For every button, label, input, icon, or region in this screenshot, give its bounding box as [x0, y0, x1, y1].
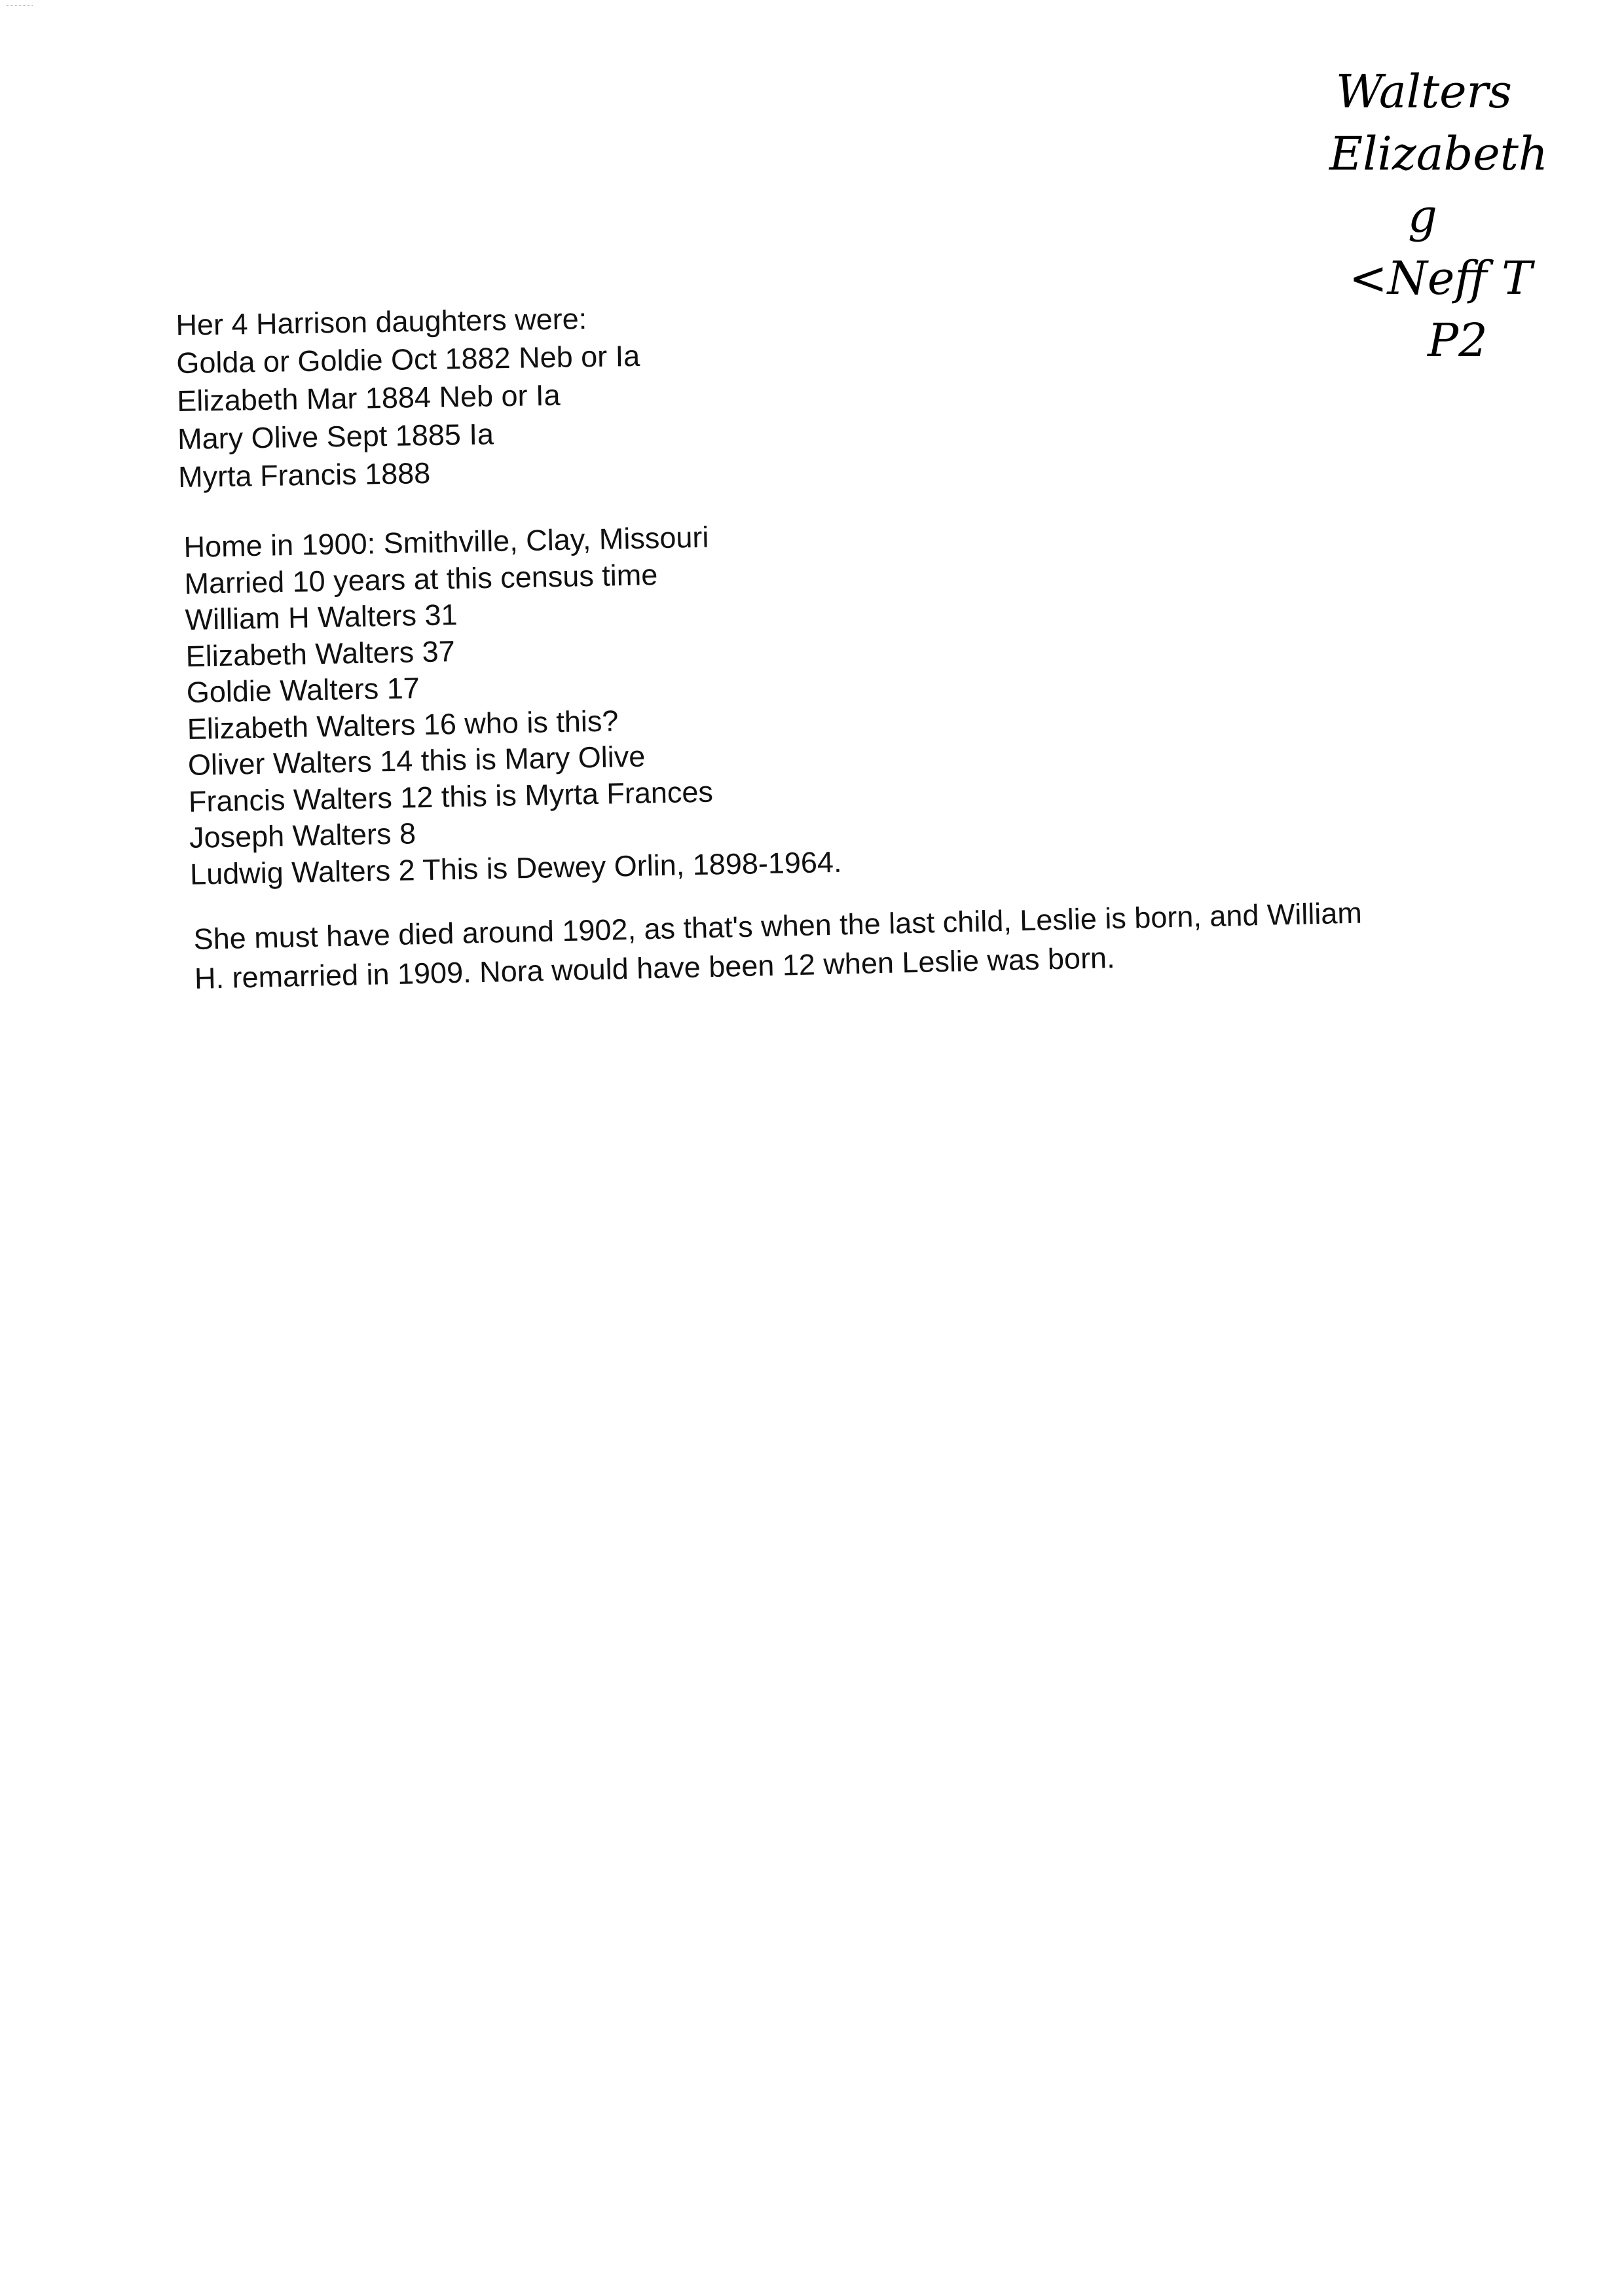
daughter-entry: Elizabeth Mar 1884 Neb or Ia	[176, 378, 561, 418]
daughter-entry: Mary Olive Sept 1885 Ia	[177, 417, 494, 456]
census-line: Married 10 years at this census time	[184, 557, 658, 600]
census-1900-section	[183, 517, 842, 892]
handwritten-line: P2	[1428, 314, 1488, 367]
handwritten-line: Elizabeth	[1329, 127, 1548, 181]
census-line: Ludwig Walters 2 This is Dewey Orlin, 1898-1964.	[189, 845, 842, 891]
paragraph-line: H. remarried in 1909. Nora would have been 12 when Leslie was born.	[194, 941, 1116, 995]
census-line: Goldie Walters 17	[186, 671, 420, 709]
daughter-entry: Golda or Goldie Oct 1882 Neb or Ia	[175, 338, 640, 380]
handwritten-line: <Neff T	[1349, 251, 1532, 305]
census-line: Joseph Walters 8	[189, 816, 416, 854]
census-line: Francis Walters 12 this is Myrta Frances	[188, 774, 714, 818]
census-line: Elizabeth Walters 16 who is this?	[187, 703, 619, 746]
paragraph-line: She must have died around 1902, as that's when the last child, Leslie is born, and William	[193, 896, 1363, 956]
daughter-entry: Myrta Francis 1888	[177, 456, 431, 494]
census-line: Oliver Walters 14 this is Mary Olive	[187, 739, 646, 782]
conclusion-paragraph	[193, 894, 1363, 998]
census-line: Home in 1900: Smithville, Clay, Missouri	[183, 520, 709, 564]
handwritten-line: Walters	[1336, 65, 1512, 118]
daughters-section	[175, 299, 642, 496]
census-line: William H Walters 31	[185, 597, 458, 636]
census-line: Elizabeth Walters 37	[185, 634, 456, 673]
section-heading: Her 4 Harrison daughters were:	[175, 302, 587, 342]
handwritten-line: g	[1408, 189, 1437, 243]
scan-artifact	[7, 5, 33, 7]
